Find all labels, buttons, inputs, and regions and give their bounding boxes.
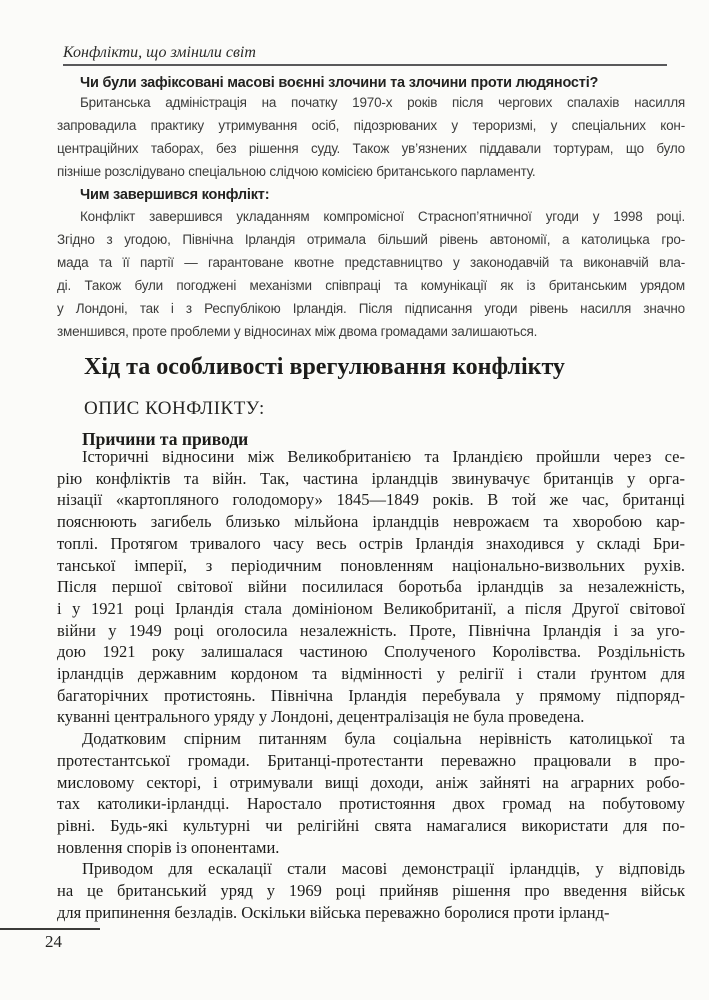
text-line: Історичні відносини між Великобританією та Ірландією пройшли через се- [82, 447, 685, 466]
question-heading-war-crimes: Чи були зафіксовані масові воєнні злочини та злочини проти людяності? [80, 75, 599, 91]
text-line: дою 1921 року залишалася частиною Сполученого Королівства. Роздільність [57, 642, 685, 662]
text-line: у Лондоні, так і з Республікою Ірландія. Після підписання угоди рівень насилля значно [57, 301, 685, 316]
text-line: мисловому секторі, і отримували вищі доходи, аніж зайняті на аграрних робо- [57, 772, 685, 792]
text-line: Додатковим спірним питанням була соціальна нерівність католицької та [82, 729, 685, 749]
text-line: запровадила практику утримування осіб, підозрюваних у тероризмі, у спеціальних кон- [57, 118, 685, 133]
body-text [57, 446, 685, 923]
text-line: мада та її партії — гарантоване квотне представництво у законодавчій та виконавчій вла- [57, 255, 685, 270]
text-line: зменшився, проте проблеми у відносинах між двома громадами залишаються. [57, 324, 538, 339]
text-line: на це британський уряд у 1969 році прийняв рішення про введення військ [57, 881, 685, 901]
causes-heading: Причини та приводи [82, 429, 249, 449]
paragraph-agreement-outcome [57, 205, 685, 343]
page-number: 24 [45, 932, 62, 951]
text-line: війни у 1949 році оголосила незалежність. Проте, Північна Ірландія і за уго- [57, 620, 685, 640]
text-line: і у 1921 році Ірландія стала домініоном Великобританії, а після Другої світової [57, 598, 685, 618]
running-header-title: Конфлікти, що змінили світ [63, 44, 256, 61]
footer-rule [0, 928, 100, 930]
text-line: пояснюють загибель близько мільйона ірландців неврожаєм та хворобою кар- [57, 512, 685, 532]
text-line: центраційних таборах, без рішення суду. Також ув’язнених піддавали тортурам, що було [57, 141, 685, 156]
conflict-description-subtitle: ОПИС КОНФЛІКТУ: [84, 398, 265, 419]
text-line: танської імперії, з періодичним поновленням національно-визвольних рухів. [57, 555, 685, 575]
text-line: нізації «картопляного голодомору» 1845—1849 років. В той же час, британці [57, 490, 685, 510]
text-line: Після першої світової війни посилилася боротьба ірландців за незалежність, [57, 577, 685, 597]
section-title: Хід та особливості врегулювання конфлікту [84, 354, 565, 380]
header-rule [63, 64, 667, 66]
text-line: ді. Також були погоджені механізми співпраці та комунікації як із британським урядом [57, 278, 685, 293]
text-line: протестантської громади. Британці-протестанти переважно працювали в про- [57, 750, 685, 770]
text-line: новлення спорів із опонентами. [57, 837, 280, 857]
paragraph-british-administration [57, 91, 685, 183]
text-line: Приводом для ескалації стали масові демонстрації ірландців, у відповідь [82, 859, 685, 879]
text-line: рію конфліктів та війн. Так, частина ірландців звинувачує британців у орга- [57, 468, 685, 488]
paragraph-historical-relations [57, 446, 685, 728]
paragraph-social-inequality [57, 728, 685, 858]
text-line: куванні центрального уряду у Лондоні, децентралізація не була проведена. [57, 707, 585, 727]
text-line: Британська адміністрація на початку 1970-х років після чергових спалахів насилля [80, 95, 685, 110]
text-line: тах католики-ірландці. Наростало протистояння двох громад на побутовому [57, 794, 685, 814]
text-line: для припинення безладів. Оскільки війська переважно боролися проти ірланд- [57, 902, 610, 922]
text-line: багаторічних протистоянь. Північна Ірландія перебувала у прямому підпоряд- [57, 685, 685, 705]
question-heading-conflict-end: Чим завершився конфлікт: [80, 187, 270, 203]
text-line: Згідно з угодою, Північна Ірландія отримала більший рівень автономії, а католицька гро- [57, 232, 685, 247]
text-line: пізніше розслідувано спеціальною слідчою комісією британського парламенту. [57, 164, 536, 179]
paragraph-escalation [57, 858, 685, 923]
text-line: топлі. Протягом тривалого часу весь острів Ірландія знаходився у складі Бри- [57, 533, 685, 553]
text-line: рівні. Будь-які культурні чи релігійні свята намагалися використати для по- [57, 815, 685, 835]
text-line: ірландців державним кордоном та відмінності у релігії і стали ґрунтом для [57, 664, 685, 684]
text-line: Конфлікт завершився укладанням компромісної Страсноп’ятничної угоди у 1998 році. [80, 209, 685, 224]
